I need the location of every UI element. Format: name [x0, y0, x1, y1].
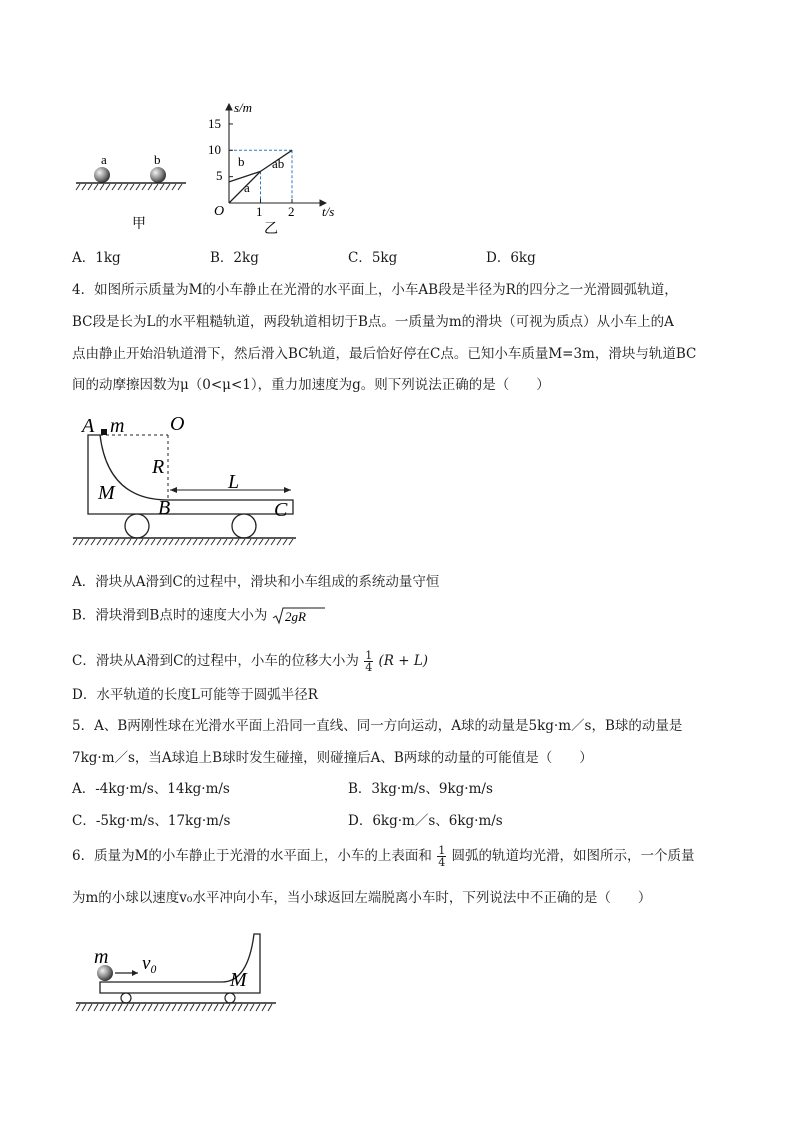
series-label-ab: ab: [272, 156, 285, 171]
label-C: C: [274, 499, 288, 521]
x-axis-label: t/s: [322, 204, 335, 219]
q4-option-b: [72, 606, 326, 626]
label-O: O: [170, 413, 185, 435]
label-L: L: [228, 471, 240, 493]
q3-option-a: A．1kg: [72, 250, 121, 266]
ball-b-label: b: [154, 152, 161, 167]
y-tick-15: 15: [208, 116, 221, 131]
q5-option-b: B．3kg·m/s、9kg·m/s: [348, 781, 493, 797]
q6-label-m: m: [94, 946, 109, 968]
q4-stem-line3: 点由静止开始沿轨道滑下，然后滑入BC轨道，最后恰好停在C点。已知小车质量M=3m，滑块与轨道BC: [72, 346, 697, 362]
x-tick-1: 1: [256, 204, 263, 219]
q6-stem-line1-post: 圆弧的轨道均光滑，如图所示，一个质量: [451, 848, 695, 864]
q6-wheel-left: [121, 993, 131, 1003]
q5-option-a: A．-4kg·m/s、14kg·m/s: [72, 781, 230, 797]
q6-label-v0: v₀: [142, 953, 158, 974]
q6-stem-fraction: [437, 845, 446, 868]
q6-stem-line2: 为m的小球以速度v₀水平冲向小车，当小球返回左端脱离小车时，下列说法中不正确的是（ ）: [72, 890, 652, 906]
caption-jia: 甲: [132, 217, 146, 230]
y-tick-10: 10: [208, 142, 221, 157]
ball-b: [150, 167, 166, 183]
q6-frac-den: 4: [438, 856, 446, 869]
cart-wheel-right: [232, 514, 256, 538]
q4-figure-cart: [68, 410, 308, 550]
label-R: R: [152, 456, 165, 478]
series-label-b: b: [238, 154, 245, 169]
q4-option-c-math: (R + L): [378, 653, 429, 669]
q4-option-c-text: C．滑块从A滑到C的过程中，小车的位移大小为: [72, 653, 359, 669]
q4-option-a: A．滑块从A滑到C的过程中，滑块和小车组成的系统动量守恒: [72, 574, 440, 590]
q3-option-c: C．5kg: [348, 250, 398, 266]
q5-stem-line1: 5．A、B两刚性球在光滑水平面上沿同一直线、同一方向运动，A球的动量是5kg·m／s，B球的动量是: [72, 718, 683, 734]
q3-option-d: D．6kg: [486, 250, 536, 266]
slider-block: [101, 429, 107, 435]
q4-option-c: [72, 650, 428, 673]
q6-stem-line1-pre: 6．质量为M的小车静止于光滑的水平面上，小车的上表面和: [72, 848, 432, 864]
label-A: A: [82, 415, 95, 437]
ball-a: [94, 167, 110, 183]
q6-frac-num: 1: [438, 844, 446, 857]
label-M: M: [98, 482, 115, 504]
q5-option-c: C．-5kg·m/s、17kg·m/s: [72, 813, 231, 829]
ground-hatch: [76, 184, 182, 190]
caption-yi: 乙: [264, 222, 278, 237]
figure-jia: [70, 150, 190, 230]
q4-option-b-sqrt-content: 2gR: [284, 609, 306, 624]
ball-a-label: a: [101, 152, 107, 167]
label-m: m: [110, 415, 125, 437]
cart-wheel-left: [125, 514, 149, 538]
figure-yi-chart: [200, 98, 360, 238]
q6-wheel-right: [225, 993, 235, 1003]
series-label-a: a: [244, 180, 250, 195]
cart-body: [88, 435, 293, 514]
q3-option-b: B．2kg: [210, 250, 259, 266]
y-tick-5: 5: [216, 168, 223, 183]
q4-option-c-frac-num: 1: [365, 649, 373, 662]
y-axis-label: s/m: [234, 100, 253, 115]
q4-option-c-fraction: [364, 650, 373, 673]
q4-option-d: D．水平轨道的长度L可能等于圆弧半径R: [72, 687, 318, 703]
q4-option-c-frac-den: 4: [365, 661, 373, 674]
q5-option-d: D．6kg·m／s、6kg·m/s: [348, 813, 503, 829]
q4-stem-line2: BC段是长为L的水平粗糙轨道，两段轨道相切于B点。一质量为m的滑块（可视为质点）从小车上的A: [72, 314, 674, 330]
q5-stem-line2: 7kg·m／s，当A球追上B球时发生碰撞，则碰撞后A、B两球的动量的可能值是（ ）: [72, 750, 593, 766]
q6-stem-line1: [72, 845, 695, 868]
q4-stem-line4: 间的动摩擦因数为μ（0<μ<1），重力加速度为g。则下列说法正确的是（ ）: [72, 377, 550, 393]
q6-label-M: M: [230, 969, 247, 991]
x-tick-2: 2: [288, 204, 295, 219]
label-B: B: [158, 497, 171, 519]
q6-figure-cart: [72, 928, 282, 1020]
q4-stem-line1: 4．如图所示质量为M的小车静止在光滑的水平面上，小车AB段是半径为R的四分之一光滑圆弧轨道，: [72, 282, 678, 298]
origin-label: O: [214, 204, 225, 219]
q4-option-b-sqrt: [272, 606, 326, 626]
q4-option-b-text: B．滑块滑到B点时的速度大小为: [72, 607, 268, 624]
